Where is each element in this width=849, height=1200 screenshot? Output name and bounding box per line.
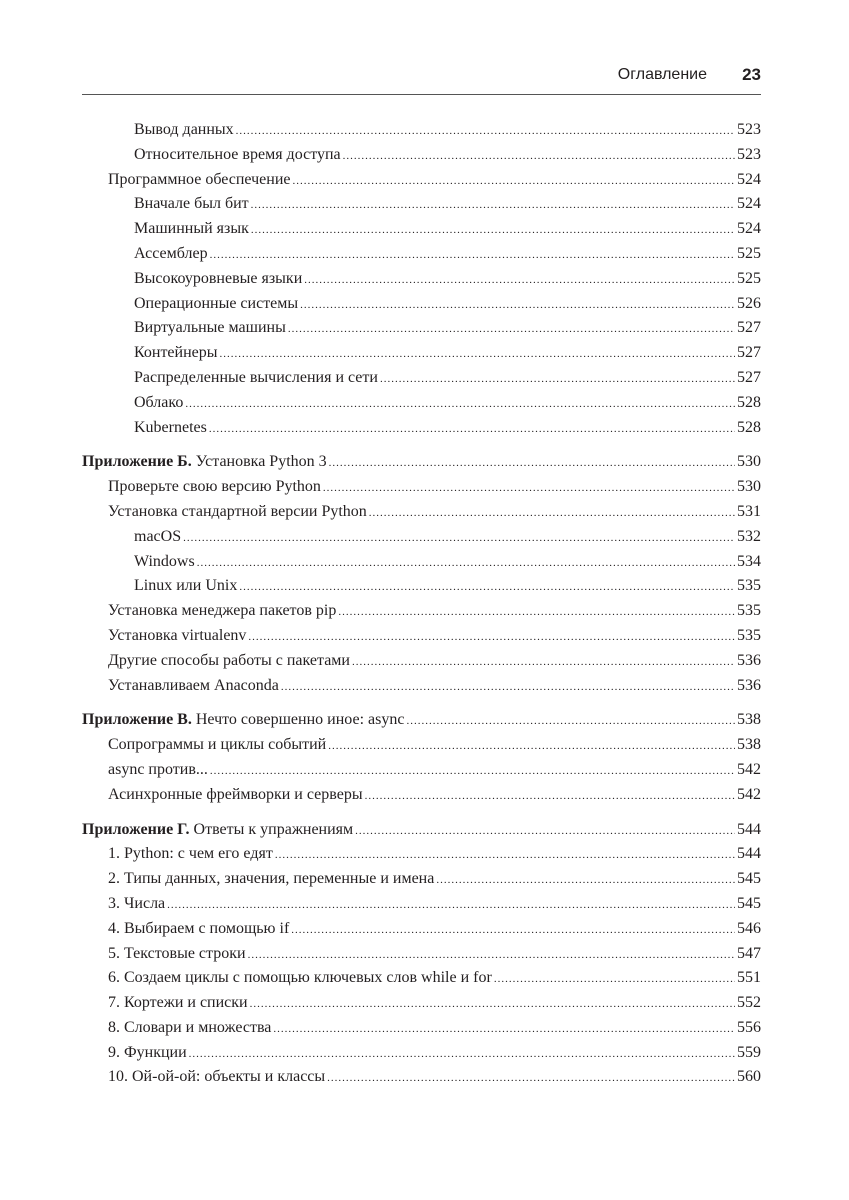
toc-entry [82, 842, 761, 867]
toc-entry [82, 733, 761, 758]
toc-appendix-entry [82, 818, 761, 843]
toc-entry-title: Распределенные вычисления и сети [134, 368, 378, 386]
toc-page-number: 535 [737, 626, 761, 644]
toc-page-number: 559 [737, 1043, 761, 1061]
toc-appendix-title: Установка Python 3 [195, 453, 327, 471]
toc-entry-title: 1. Python: с чем его едят [108, 845, 273, 863]
toc-entry-title: Облако [134, 393, 184, 411]
toc-entry-title: Относительное время доступа [134, 145, 341, 163]
toc-entry [82, 192, 761, 217]
toc-entry-title: Проверьте свою версию Python [108, 478, 321, 496]
toc-entry-title: 2. Типы данных, значения, переменные и имена [108, 870, 435, 888]
dot-leader [189, 1042, 735, 1067]
toc-entry-title: Kubernetes [134, 418, 207, 436]
dot-leader [251, 193, 735, 218]
dot-leader [327, 1066, 735, 1091]
dot-leader [239, 575, 735, 600]
toc-page-number: 526 [737, 294, 761, 312]
dot-leader [494, 967, 735, 992]
dot-leader [275, 843, 735, 868]
toc-page-number: 532 [737, 527, 761, 545]
toc-entry [82, 416, 761, 441]
toc-entry-title [82, 450, 327, 475]
toc-page-number: 535 [737, 577, 761, 595]
toc-page-number: 530 [737, 453, 761, 471]
toc-appendix-entry [82, 450, 761, 475]
running-header [82, 64, 761, 95]
toc-entry [82, 550, 761, 575]
dot-leader [210, 243, 735, 268]
toc-entry-title [82, 818, 353, 843]
toc-appendix-entry [82, 708, 761, 733]
toc-page-number: 535 [737, 602, 761, 620]
dot-leader [209, 417, 735, 442]
toc-page-number: 531 [737, 502, 761, 520]
toc-entry [82, 168, 761, 193]
header-title: Оглавление [617, 66, 707, 83]
toc-page-number: 525 [737, 269, 761, 287]
dot-leader [338, 600, 735, 625]
toc-page-number: 528 [737, 393, 761, 411]
toc-entry-title: 7. Кортежи и списки [108, 994, 248, 1012]
toc-page-number: 542 [737, 760, 761, 778]
toc-entry [82, 366, 761, 391]
toc-entry-title: 3. Числа [108, 894, 166, 912]
toc-entry [82, 143, 761, 168]
toc-entry-title: Установка стандартной версии Python [108, 502, 367, 520]
toc-entry-title: Ассемблер [134, 244, 208, 262]
dot-leader [210, 759, 735, 784]
toc-page-number: 527 [737, 344, 761, 362]
toc-entry-title: Контейнеры [134, 344, 218, 362]
toc-entry-title: Асинхронные фреймворки и серверы [108, 785, 363, 803]
toc-entry-title: Вывод данных [134, 121, 234, 138]
toc-page-number: 524 [737, 170, 761, 188]
toc-entry-title: 8. Словари и множества [108, 1018, 272, 1036]
toc-page-number: 547 [737, 944, 761, 962]
toc-page-number: 527 [737, 368, 761, 386]
toc-page-number: 528 [737, 418, 761, 436]
toc-entry [82, 966, 761, 991]
toc-entry-title: 4. Выбираем с помощью if [108, 919, 290, 937]
dot-leader [197, 551, 735, 576]
dot-leader [300, 293, 735, 318]
toc-entry [82, 892, 761, 917]
toc-entry [82, 118, 761, 143]
dot-leader [293, 169, 736, 194]
toc-entry-title: Другие способы работы с пакетами [108, 651, 350, 669]
toc-entry-title [82, 708, 404, 733]
toc-entry [82, 867, 761, 892]
dot-leader [343, 144, 735, 169]
toc-entry-title: Сопрограммы и циклы событий [108, 736, 327, 754]
dot-leader [273, 1017, 735, 1042]
toc-page-number: 551 [737, 969, 761, 987]
dot-leader [183, 526, 735, 551]
toc-entry-title: Программное обеспечение [108, 170, 291, 188]
toc-entry-title: Устанавливаем Anaconda [108, 676, 279, 694]
dot-leader [248, 943, 735, 968]
toc-entry [82, 341, 761, 366]
dot-leader [406, 709, 735, 734]
toc-entry-title: Установка менеджера пакетов pip [108, 602, 337, 620]
dot-leader [291, 918, 735, 943]
toc-page-number: 560 [737, 1068, 761, 1086]
dot-leader [369, 501, 735, 526]
dot-leader [304, 268, 735, 293]
toc-entry [82, 674, 761, 699]
dot-leader [323, 476, 735, 501]
dot-leader [167, 893, 735, 918]
toc-page-number: 527 [737, 319, 761, 337]
dot-leader [380, 367, 735, 392]
table-of-contents [82, 118, 761, 1090]
toc-entry [82, 217, 761, 242]
toc-entry [82, 391, 761, 416]
dot-leader [329, 451, 735, 476]
toc-appendix-label: Приложение Г. [82, 820, 190, 838]
dot-leader [185, 392, 735, 417]
toc-entry [82, 1065, 761, 1090]
toc-entry [82, 267, 761, 292]
toc-entry [82, 649, 761, 674]
toc-entry-title: Вначале был бит [134, 195, 249, 213]
toc-entry [82, 1016, 761, 1041]
toc-entry-title: Виртуальные машины [134, 319, 286, 337]
toc-page-number: 545 [737, 894, 761, 912]
toc-entry [82, 475, 761, 500]
toc-entry-title: Windows [134, 552, 195, 570]
toc-entry [82, 574, 761, 599]
dot-leader [251, 218, 735, 243]
toc-entry-title: 10. Ой-ой-ой: объекты и классы [108, 1068, 326, 1086]
toc-page-number: 525 [737, 244, 761, 262]
dot-leader [365, 784, 735, 809]
toc-page-number: 544 [737, 845, 761, 863]
toc-entry [82, 316, 761, 341]
header-page-number: 23 [742, 65, 761, 84]
dot-leader [328, 734, 735, 759]
toc-page-number: 538 [737, 711, 761, 729]
toc-entry [82, 292, 761, 317]
toc-entry [82, 991, 761, 1016]
toc-entry [82, 942, 761, 967]
toc-page-number: 523 [737, 145, 761, 163]
toc-entry-title: Установка virtualenv [108, 626, 247, 644]
toc-entry [82, 758, 761, 783]
dot-leader [436, 868, 735, 893]
toc-entry-title: 6. Создаем циклы с помощью ключевых слов while и for [108, 969, 492, 987]
dot-leader [250, 992, 735, 1017]
toc-appendix-title: Нечто совершенно иное: async [195, 711, 405, 729]
toc-appendix-title: Ответы к упражнениям [193, 820, 354, 838]
toc-entry [82, 783, 761, 808]
toc-page-number: 545 [737, 870, 761, 888]
toc-entry [82, 624, 761, 649]
dot-leader [352, 650, 735, 675]
toc-entry-title: 9. Функции [108, 1043, 187, 1061]
toc-entry-title: 5. Текстовые строки [108, 944, 246, 962]
dot-leader [220, 342, 735, 367]
toc-page-number: 542 [737, 785, 761, 803]
toc-page-number: 556 [737, 1018, 761, 1036]
toc-page-number: 552 [737, 994, 761, 1012]
toc-entry-title: async против... [108, 760, 208, 778]
toc-entry-title: Высокоуровневые языки [134, 269, 303, 287]
toc-page-number: 530 [737, 478, 761, 496]
toc-entry [82, 242, 761, 267]
toc-page-number: 538 [737, 736, 761, 754]
dot-leader [236, 119, 735, 144]
toc-entry [82, 599, 761, 624]
toc-entry [82, 500, 761, 525]
dot-leader [288, 317, 735, 342]
toc-entry-title: Машинный язык [134, 220, 249, 238]
toc-page-number: 524 [737, 220, 761, 238]
toc-page-number: 546 [737, 919, 761, 937]
toc-page-number: 544 [737, 820, 761, 838]
dot-leader [248, 625, 735, 650]
dot-leader [355, 819, 735, 844]
toc-entry [82, 917, 761, 942]
toc-page-number: 536 [737, 676, 761, 694]
toc-entry [82, 525, 761, 550]
toc-page-number: 534 [737, 552, 761, 570]
toc-page-number: 524 [737, 195, 761, 213]
toc-entry-title: macOS [134, 527, 182, 545]
toc-entry-title: Linux или Unix [134, 577, 238, 595]
toc-page-number: 523 [737, 121, 761, 138]
toc-appendix-label: Приложение В. [82, 711, 192, 729]
toc-page-number: 536 [737, 651, 761, 669]
toc-appendix-label: Приложение Б. [82, 453, 192, 471]
dot-leader [281, 675, 735, 700]
toc-entry [82, 1041, 761, 1066]
toc-entry-title: Операционные системы [134, 294, 299, 312]
